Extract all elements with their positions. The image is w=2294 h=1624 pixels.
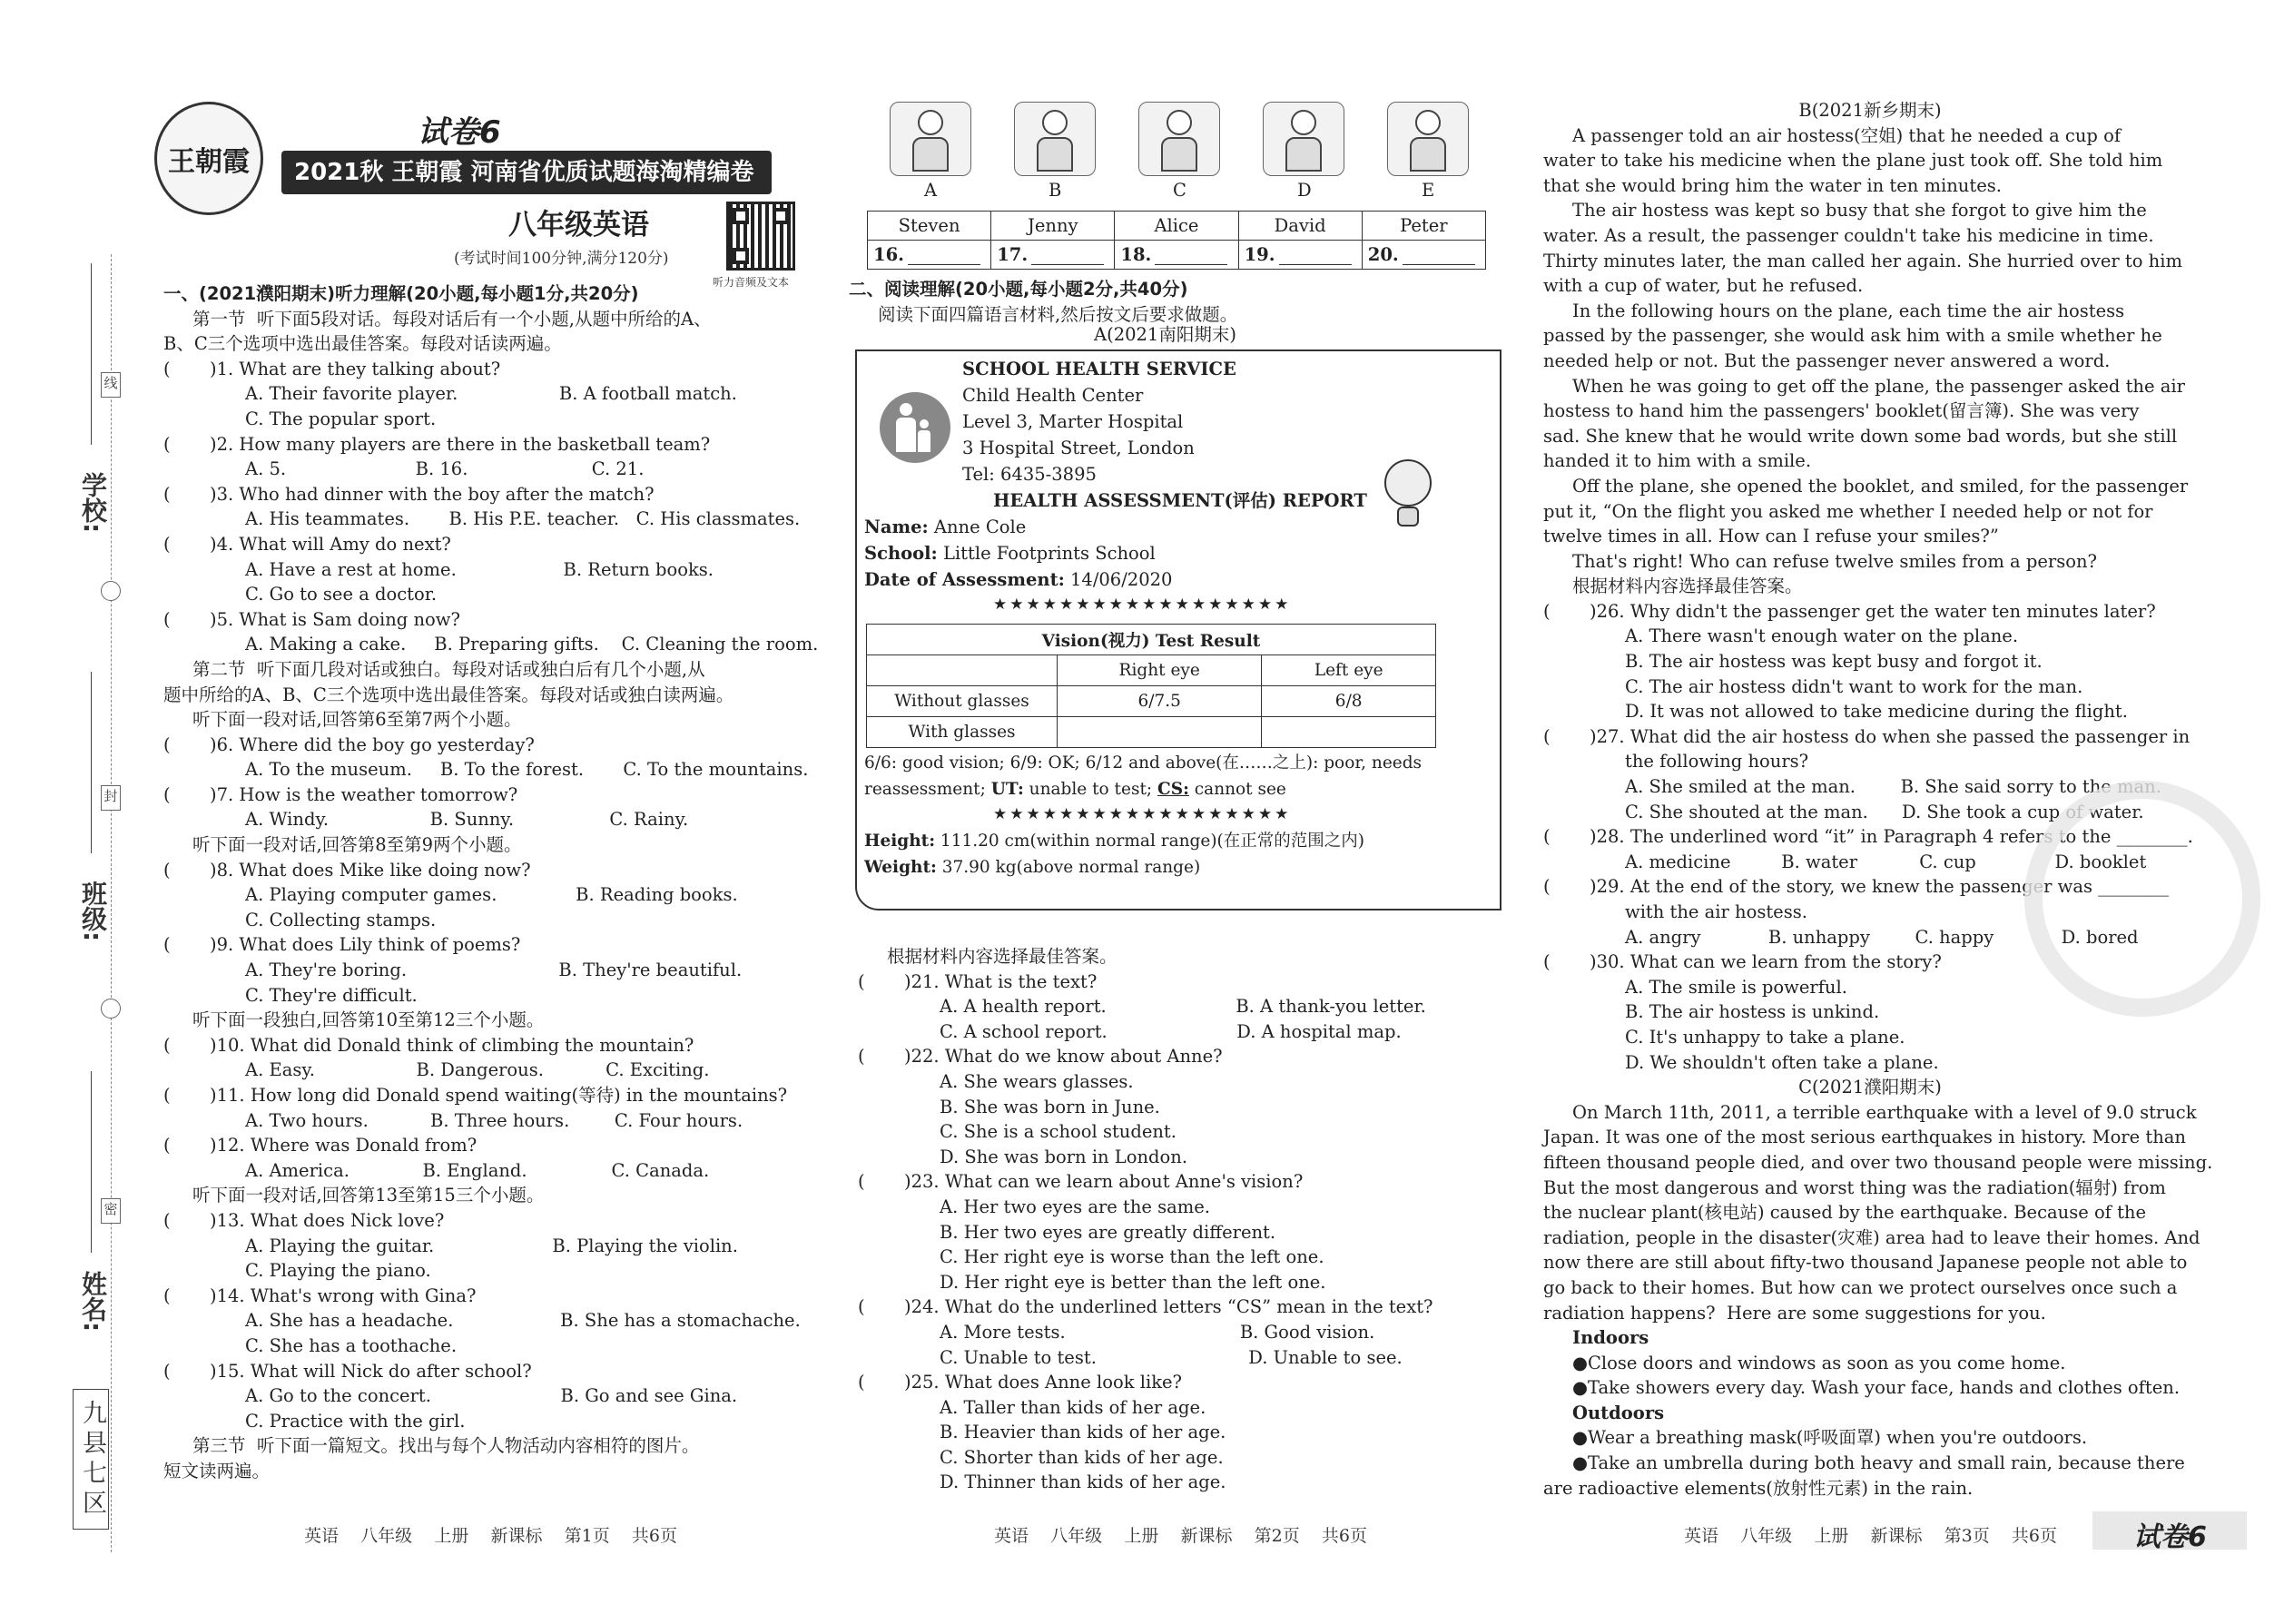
text-line: ( )22. What do we know about Anne? xyxy=(858,1046,1223,1068)
answer-blank[interactable] xyxy=(1031,247,1104,265)
text-line: C. She is a school student. xyxy=(940,1121,1177,1143)
text-line: put it, “On the flight you asked me whether I needed help or not for xyxy=(1543,500,2153,522)
address-line: Child Health Center xyxy=(962,385,1144,406)
answer-number: 20. xyxy=(1367,244,1399,265)
date-value: 14/06/2020 xyxy=(1070,569,1173,590)
text-line: B. The air hostess was kept busy and forgot it. xyxy=(1625,651,2043,673)
answer-cell[interactable] xyxy=(868,241,991,270)
text-line: A. More tests. B. Good vision. xyxy=(940,1321,1375,1343)
line-mark: 线 xyxy=(101,372,121,398)
text-line: On March 11th, 2011, a terrible earthquake with a level of 9.0 struck xyxy=(1572,1101,2197,1123)
student-name: Steven xyxy=(868,212,991,241)
text-line: B. Heavier than kids of her age. xyxy=(940,1422,1226,1443)
page-1-column xyxy=(163,281,817,1484)
matching-table xyxy=(867,211,1486,270)
text-line: A. Playing computer games. B. Reading books. xyxy=(245,884,738,906)
activity-picture xyxy=(1387,102,1469,176)
answer-blank[interactable] xyxy=(1403,247,1475,265)
vision-cell xyxy=(1262,717,1436,748)
text-line: go back to their homes. But how can we protect ourselves once such a xyxy=(1543,1276,2178,1298)
passage-a-title: A(2021南阳期末) xyxy=(1094,324,1236,345)
text-line: water. As a result, the passenger couldn't take his medicine in time. xyxy=(1543,224,2154,246)
activity-picture xyxy=(890,102,971,176)
picture-letter: D xyxy=(1297,180,1312,201)
text-line: But the most dangerous and worst thing was the radiation(辐射) from xyxy=(1543,1176,2166,1198)
height-row: Height: 111.20 cm(within normal range)(在正常的范围之内) xyxy=(864,832,1364,851)
text-line: C. The popular sport. xyxy=(245,408,437,429)
text-line: A. A health report. B. A thank-you letter. xyxy=(940,996,1426,1018)
text-line: now there are still about fifty-two thousand Japanese people not able to xyxy=(1543,1252,2188,1274)
answer-number: 18. xyxy=(1120,244,1152,265)
text-line: D. She was born in London. xyxy=(940,1146,1188,1167)
text-line: ( )10. What did Donald think of climbing the mountain? xyxy=(163,1034,694,1056)
text-line: ( )11. How long did Donald spend waiting(等待) in the mountains? xyxy=(163,1085,788,1106)
text-line: A. They're boring. B. They're beautiful. xyxy=(245,960,743,981)
text-line: In the following hours on the plane, each time the air hostess xyxy=(1572,300,2125,321)
page-1-footer: 英语 八年级 上册 新课标 第1页 共6页 xyxy=(304,1526,677,1546)
text-line: ( )2. How many players are there in the basketball team? xyxy=(163,433,711,455)
text-line: radiation happens? Here are some suggestions for you. xyxy=(1543,1302,2046,1324)
text-line: radiation, people in the disaster(灾难) area had to leave their homes. And xyxy=(1543,1226,2200,1248)
text-line: ( )30. What can we learn from the story? xyxy=(1543,951,1942,973)
text-line: fifteen thousand people died, and over two thousand people were missing. xyxy=(1543,1151,2213,1173)
text-line: A. Her two eyes are the same. xyxy=(940,1196,1210,1217)
picture-row xyxy=(871,102,1489,202)
subject-title: 八年级英语 xyxy=(508,209,649,241)
text-line: A passenger told an air hostess(空姐) that he needed a cup of xyxy=(1572,124,2122,146)
text-line: ●Take showers every day. Wash your face, hands and clothes often. xyxy=(1572,1377,2181,1399)
text-line: 听下面一段独白,回答第10至第12三个小题。 xyxy=(192,1009,545,1031)
text-line: hostess to hand him the passengers' booklet(留言簿). She was very xyxy=(1543,400,2140,422)
vision-header xyxy=(867,655,1058,686)
text-line: ( )27. What did the air hostess do when she passed the passenger in xyxy=(1543,725,2191,747)
text-line: C. They're difficult. xyxy=(245,984,418,1006)
text-line: 一、(2021濮阳期末)听力理解(20小题,每小题1分,共20分) xyxy=(163,283,639,304)
activity-picture xyxy=(1263,102,1344,176)
text-line: needed help or not. But the passenger never answered a word. xyxy=(1543,349,2111,371)
text-line: the nuclear plant(核电站) caused by the earthquake. Because of the xyxy=(1543,1202,2147,1224)
text-line: 第三节 听下面一篇短文。找出与每个人物活动内容相符的图片。 xyxy=(192,1435,700,1457)
text-line: 听下面一段对话,回答第6至第7两个小题。 xyxy=(192,709,522,731)
text-line: A. She smiled at the man. B. She said sorry to the man. xyxy=(1625,776,2161,798)
girl-illustration xyxy=(1379,456,1437,528)
page-2-intro xyxy=(849,277,1502,327)
text-line: C. Go to see a doctor. xyxy=(245,584,438,605)
text-line: D. Thinner than kids of her age. xyxy=(940,1471,1226,1493)
text-line: A. His teammates. B. His P.E. teacher. C. His classmates. xyxy=(245,508,801,530)
text-line: A. She has a headache. B. She has a stomachache. xyxy=(245,1310,801,1332)
text-line: ( )12. Where was Donald from? xyxy=(163,1135,478,1156)
name-label: 姓名: xyxy=(78,1271,108,1333)
text-line: A. Their favorite player. B. A football match. xyxy=(245,383,737,405)
student-name: Jenny xyxy=(991,212,1115,241)
vision-cell: 6/8 xyxy=(1262,686,1436,717)
text-line: A. medicine B. water C. cup D. booklet xyxy=(1625,851,2147,872)
text-line: ( )15. What will Nick do after school? xyxy=(163,1360,532,1382)
text-line: B(2021新乡期末) xyxy=(1798,100,1942,121)
text-line: 第二节 听下面几段对话或独白。每段对话或独白后有几个小题,从 xyxy=(192,658,705,680)
vision-cell: 6/7.5 xyxy=(1058,686,1262,717)
answer-cell[interactable] xyxy=(1362,241,1485,270)
text-line: ( )26. Why didn't the passenger get the water ten minutes later? xyxy=(1543,600,2156,622)
date-row xyxy=(864,567,1172,593)
school-blank[interactable] xyxy=(91,263,92,445)
text-line: A. Making a cake. B. Preparing gifts. C. Cleaning the room. xyxy=(245,634,819,655)
text-line: ( )4. What will Amy do next? xyxy=(163,533,451,555)
text-line: handed it to him with a smile. xyxy=(1543,450,1812,472)
text-line: D. Her right eye is better than the left one. xyxy=(940,1271,1326,1293)
address-line: 3 Hospital Street, London xyxy=(962,438,1195,458)
text-line: 听下面一段对话,回答第8至第9两个小题。 xyxy=(192,834,522,856)
page-3-footer: 英语 八年级 上册 新课标 第3页 共6页 xyxy=(1684,1526,2057,1546)
picture-letter: B xyxy=(1049,180,1062,201)
date-label: Date of Assessment: xyxy=(864,569,1065,590)
secret-mark: 密 xyxy=(101,1198,121,1224)
text-line: A. The smile is powerful. xyxy=(1625,976,1847,998)
qr-caption: 听力音频及文本 xyxy=(713,276,790,289)
text-line: ( )14. What's wrong with Gina? xyxy=(163,1284,477,1306)
answer-number: 17. xyxy=(997,244,1029,265)
address-line: Tel: 6435-3895 xyxy=(962,464,1097,485)
text-line: A. Two hours. B. Three hours. C. Four hours. xyxy=(245,1109,743,1131)
text-line: B. Her two eyes are greatly different. xyxy=(940,1221,1276,1243)
text-line: are radioactive elements(放射性元素) in the rain. xyxy=(1543,1477,1974,1499)
time-note: (考试时间100分钟,满分120分) xyxy=(454,250,669,268)
text-line: B、C三个选项中选出最佳答案。每段对话读两遍。 xyxy=(163,333,562,355)
text-line: A. Playing the guitar. B. Playing the violin. xyxy=(245,1235,738,1256)
text-line: C. Collecting stamps. xyxy=(245,909,437,930)
text-line: ( )25. What does Anne look like? xyxy=(858,1372,1182,1393)
text-line: A. Easy. B. Dangerous. C. Exciting. xyxy=(245,1059,710,1081)
vision-cell: With glasses xyxy=(867,717,1058,748)
text-line: C. Practice with the girl. xyxy=(245,1410,466,1432)
student-name: Peter xyxy=(1362,212,1485,241)
name-label: Name: xyxy=(864,517,929,537)
class-blank[interactable] xyxy=(91,672,92,853)
health-report-card xyxy=(855,349,1501,910)
text-line: ( )24. What do the underlined letters “CS” mean in the text? xyxy=(858,1296,1433,1318)
weight-row: Weight: 37.90 kg(above normal range) xyxy=(864,858,1201,877)
text-line: The air hostess was kept so busy that she forgot to give him the xyxy=(1572,200,2147,221)
text-line: 听下面一段对话,回答第13至第15三个小题。 xyxy=(192,1185,545,1206)
text-line: ( )23. What can we learn about Anne's vision? xyxy=(858,1171,1304,1193)
text-line: water to take his medicine when the plane just took off. She told him xyxy=(1543,150,2163,172)
cut-line xyxy=(111,254,112,1552)
text-line: A. Taller than kids of her age. xyxy=(940,1396,1206,1418)
vision-header: Left eye xyxy=(1262,655,1436,686)
series-title: 2021秋 王朝霞 河南省优质试题海淘精编卷(一) xyxy=(281,151,772,194)
text-line: 题中所给的A、B、C三个选项中选出最佳答案。每段对话或独白读两遍。 xyxy=(163,684,734,705)
text-line: C. Her right eye is worse than the left one. xyxy=(940,1246,1324,1268)
text-line: sad. She knew that he would write down some bad words, but she still xyxy=(1543,425,2178,447)
family-icon xyxy=(880,392,950,463)
page-2-questions xyxy=(858,944,1511,1495)
text-line: with the air hostess. xyxy=(1625,901,1807,922)
text-line: A. There wasn't enough water on the plane. xyxy=(1625,625,2019,647)
text-line: ( )21. What is the text? xyxy=(858,970,1098,992)
activity-picture xyxy=(1138,102,1220,176)
vision-cell: Without glasses xyxy=(867,686,1058,717)
text-line: ( )1. What are they talking about? xyxy=(163,358,501,379)
address-line: Level 3, Marter Hospital xyxy=(962,411,1184,432)
paper-badge: 试卷6 xyxy=(418,114,501,151)
star-divider: ★★★★★★★★★★★★★★★★★★ xyxy=(993,595,1292,614)
page-3-badge: 试卷6 xyxy=(2133,1521,2207,1553)
text-line: Japan. It was one of the most serious earthquakes in history. More than xyxy=(1543,1127,2186,1148)
vision-table xyxy=(866,624,1436,748)
text-line: ●Close doors and windows as soon as you come home. xyxy=(1572,1352,2066,1373)
text-line: B. She was born in June. xyxy=(940,1096,1160,1117)
text-line: C. The air hostess didn't want to work for the man. xyxy=(1625,675,2083,697)
picture-letter: A xyxy=(924,180,938,201)
name-value: Anne Cole xyxy=(933,517,1027,537)
text-line: with a cup of water, but he refused. xyxy=(1543,275,1864,297)
text-line: ( )8. What does Mike like doing now? xyxy=(163,859,531,881)
text-line: passed by the passenger, she would ask him with a smile whether he xyxy=(1543,325,2162,347)
picture-letter: C xyxy=(1173,180,1186,201)
answer-cell[interactable] xyxy=(1238,241,1362,270)
activity-picture xyxy=(1014,102,1096,176)
binding-gutter xyxy=(54,0,154,1624)
answer-cell[interactable] xyxy=(991,241,1115,270)
text-line: that she would bring him the water in ten minutes. xyxy=(1543,174,2002,196)
text-line: 阅读下面四篇语言材料,然后按文后要求做题。 xyxy=(878,303,1238,325)
text-line: ( )6. Where did the boy go yesterday? xyxy=(163,733,535,755)
star-divider: ★★★★★★★★★★★★★★★★★★ xyxy=(993,805,1292,823)
school-label: 学校: xyxy=(78,472,108,534)
answer-blank[interactable] xyxy=(908,247,980,265)
text-line: C(2021濮阳期末) xyxy=(1798,1077,1942,1098)
seal-mark: 封 xyxy=(101,785,121,811)
text-line: B. The air hostess is unkind. xyxy=(1625,1001,1880,1023)
name-row xyxy=(864,515,1026,540)
service-name: SCHOOL HEALTH SERVICE xyxy=(962,359,1236,379)
class-label: 班级: xyxy=(78,881,108,942)
text-line: 短文读两遍。 xyxy=(163,1460,271,1481)
text-line: twelve times in all. How can I refuse your smiles?” xyxy=(1543,526,1999,547)
text-line: Indoors xyxy=(1572,1327,1649,1349)
text-line: C. Playing the piano. xyxy=(245,1260,431,1282)
school-value: Little Footprints School xyxy=(942,543,1156,564)
text-line: 第一节 听下面5段对话。每段对话后有一个小题,从题中所给的A、 xyxy=(192,308,712,330)
text-line: ( )9. What does Lily think of poems? xyxy=(163,934,521,956)
text-line: ( )29. At the end of the story, we knew the passenger was ________ xyxy=(1543,876,2170,898)
seal-circle xyxy=(101,999,121,1019)
student-name: David xyxy=(1238,212,1362,241)
watermark-seal xyxy=(2024,781,2260,1017)
report-title: HEALTH ASSESSMENT(评估) REPORT xyxy=(993,490,1367,511)
school-label: School: xyxy=(864,543,938,564)
student-name: Alice xyxy=(1115,212,1238,241)
text-line: A. She wears glasses. xyxy=(940,1070,1134,1092)
text-line: D. It was not allowed to take medicine during the flight. xyxy=(1625,701,2128,723)
text-line: C. She shouted at the man. D. She took a cup of water. xyxy=(1625,801,2144,822)
text-line: A. Windy. B. Sunny. C. Rainy. xyxy=(245,809,689,831)
text-line: ( )13. What does Nick love? xyxy=(163,1209,445,1231)
name-blank[interactable] xyxy=(91,1071,92,1253)
text-line: When he was going to get off the plane, the passenger asked the air xyxy=(1572,375,2185,397)
text-line: 二、阅读理解(20小题,每小题2分,共40分) xyxy=(849,279,1188,300)
vision-header: Right eye xyxy=(1058,655,1262,686)
text-line: Outdoors xyxy=(1572,1402,1665,1423)
brand-logo: 王朝霞 xyxy=(154,102,263,215)
vision-note: 6/6: good vision; 6/9: OK; 6/12 and above(在……之上): poor, needs xyxy=(864,753,1423,773)
answer-number: 19. xyxy=(1244,244,1275,265)
text-line: That's right! Who can refuse twelve smiles from a person? xyxy=(1572,550,2097,572)
text-line: ●Take an umbrella during both heavy and small rain, because there xyxy=(1572,1452,2185,1474)
text-line: Off the plane, she opened the booklet, and smiled, for the passenger xyxy=(1572,475,2189,497)
text-line: 根据材料内容选择最佳答案。 xyxy=(887,946,1117,967)
text-line: A. angry B. unhappy C. happy D. bored xyxy=(1625,926,2139,948)
text-line: C. A school report. D. A hospital map. xyxy=(940,1020,1402,1042)
text-line: A. 5. B. 16. C. 21. xyxy=(245,458,645,480)
text-line: ●Wear a breathing mask(呼吸面罩) when you're outdoors. xyxy=(1572,1427,2088,1449)
text-line: ( )3. Who had dinner with the boy after the match? xyxy=(163,483,655,505)
vision-title: Vision(视力) Test Result xyxy=(867,625,1436,655)
seal-circle xyxy=(101,581,121,601)
text-line: 根据材料内容选择最佳答案。 xyxy=(1572,576,1803,597)
text-line: A. To the museum. B. To the forest. C. To the mountains. xyxy=(245,759,809,781)
text-line: C. She has a toothache. xyxy=(245,1334,458,1356)
text-line: A. Go to the concert. B. Go and see Gina. xyxy=(245,1385,738,1407)
text-line: A. America. B. England. C. Canada. xyxy=(245,1159,710,1181)
text-line: ( )7. How is the weather tomorrow? xyxy=(163,783,518,805)
text-line: A. Have a rest at home. B. Return books. xyxy=(245,558,714,580)
vision-cell xyxy=(1058,717,1262,748)
text-line: ( )28. The underlined word “it” in Paragraph 4 refers to the ________. xyxy=(1543,826,2193,848)
school-row xyxy=(864,541,1156,566)
text-line: C. It's unhappy to take a plane. xyxy=(1625,1026,1905,1048)
text-line: ( )5. What is Sam doing now? xyxy=(163,608,460,630)
vision-note-2: reassessment; UT: unable to test; CS: cannot see xyxy=(864,780,1286,799)
text-line: C. Unable to test. D. Unable to see. xyxy=(940,1346,1403,1368)
picture-letter: E xyxy=(1422,180,1435,201)
region-box: 九县七区 xyxy=(73,1389,109,1530)
text-line: Thirty minutes later, the man called her again. She hurried over to him xyxy=(1543,250,2182,271)
answer-number: 16. xyxy=(873,244,904,265)
answer-blank[interactable] xyxy=(1279,247,1352,265)
text-line: the following hours? xyxy=(1625,751,1809,773)
text-line: D. We shouldn't often take a plane. xyxy=(1625,1051,1939,1073)
qr-code[interactable] xyxy=(726,202,795,271)
page-2-footer: 英语 八年级 上册 新课标 第2页 共6页 xyxy=(994,1526,1367,1546)
text-line: C. Shorter than kids of her age. xyxy=(940,1446,1224,1468)
answer-blank[interactable] xyxy=(1155,247,1227,265)
answer-cell[interactable] xyxy=(1115,241,1238,270)
